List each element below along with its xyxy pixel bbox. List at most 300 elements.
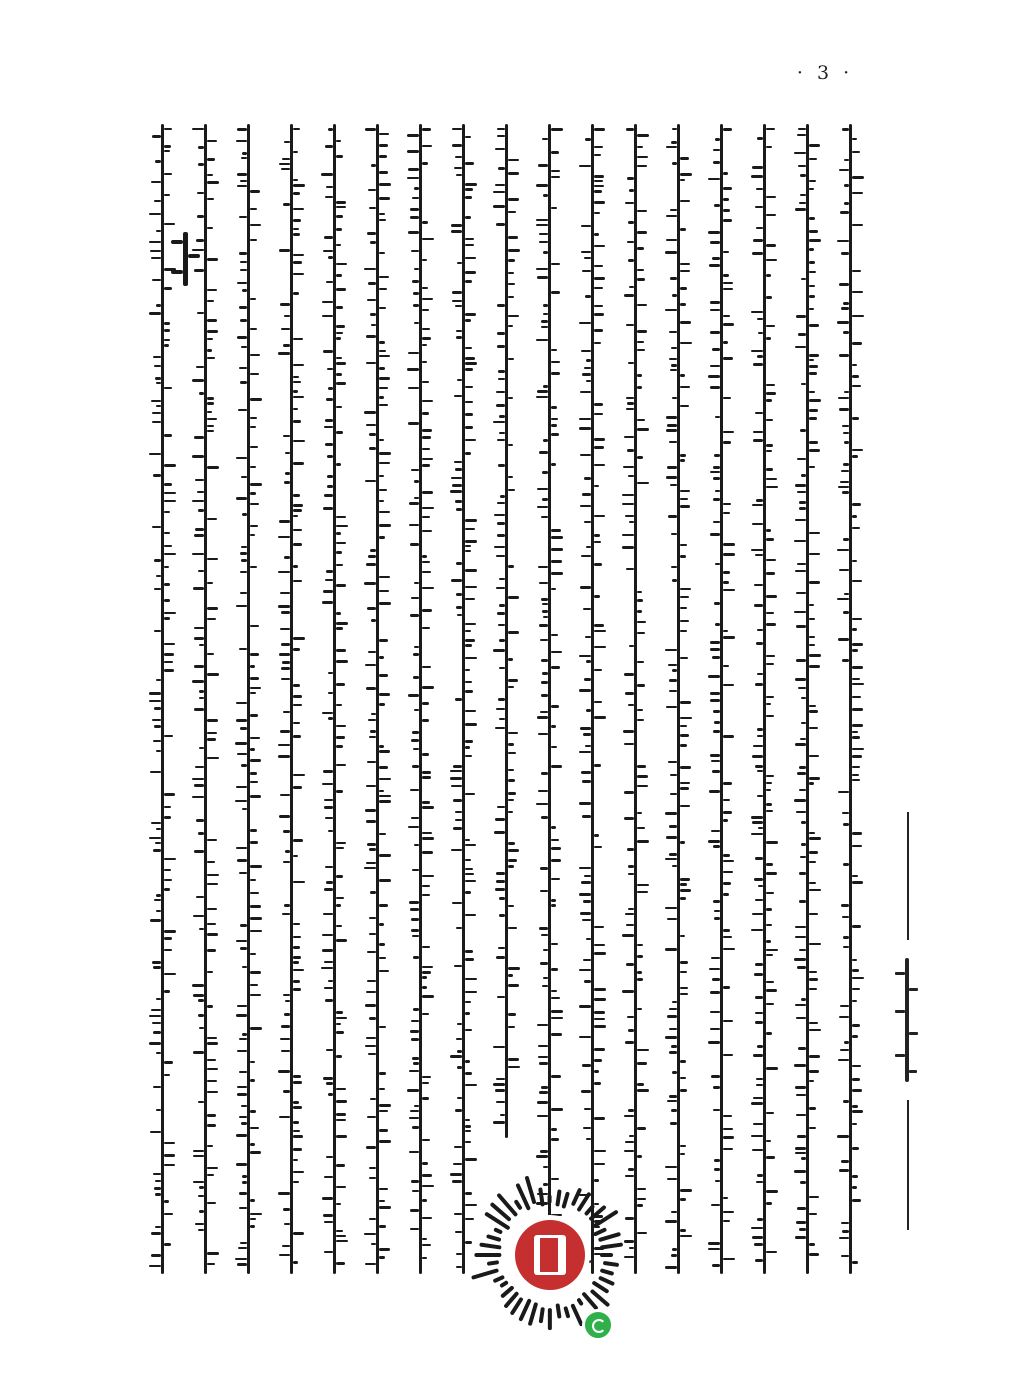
glyph-stroke (766, 384, 775, 386)
glyph-stroke (326, 1049, 333, 1051)
glyph-stroke (293, 504, 303, 507)
glyph-stroke (283, 994, 290, 996)
glyph-stroke (586, 546, 591, 548)
glyph-stroke (207, 618, 216, 620)
glyph-stroke (508, 259, 515, 262)
glyph-stroke (242, 1033, 247, 1036)
glyph-stroke (455, 468, 462, 471)
glyph-stroke (326, 398, 333, 401)
glyph-stroke (543, 385, 548, 388)
glyph-stroke (240, 269, 247, 271)
glyph-stroke (239, 367, 247, 369)
book-spine (540, 1238, 558, 1272)
glyph-stroke (809, 417, 817, 420)
glyph-stroke (680, 1235, 692, 1237)
glyph-stroke (508, 799, 514, 801)
glyph-stroke (379, 171, 388, 174)
glyph-stroke (852, 138, 857, 140)
glyph-stroke (671, 1109, 677, 1112)
glyph-stroke (723, 1220, 730, 1222)
glyph-stroke (628, 1168, 634, 1171)
glyph-stroke (422, 328, 430, 330)
glyph-stroke (198, 146, 204, 149)
glyph-stroke (809, 1022, 818, 1024)
glyph-stroke (551, 151, 559, 154)
glyph-stroke (723, 581, 729, 584)
glyph-stroke (465, 257, 476, 259)
glyph-stroke (627, 402, 634, 405)
glyph-stroke (551, 651, 562, 653)
glyph-stroke (637, 621, 646, 623)
glyph-stroke (457, 1050, 462, 1053)
header-glyph-tick (909, 1032, 918, 1035)
column-stem (591, 124, 594, 1274)
glyph-stroke (710, 365, 720, 367)
glyph-stroke (497, 135, 505, 137)
text-column (322, 118, 348, 1278)
glyph-stroke (710, 301, 720, 304)
glyph-stroke (797, 458, 806, 460)
glyph-stroke (667, 1178, 677, 1180)
glyph-stroke (666, 416, 677, 419)
glyph-stroke (198, 1195, 204, 1197)
glyph-stroke (723, 636, 735, 639)
glyph-stroke (336, 847, 344, 849)
glyph-stroke (794, 1064, 806, 1067)
glyph-stroke (809, 261, 815, 264)
glyph-stroke (809, 295, 815, 298)
glyph-stroke (723, 187, 732, 190)
glyph-stroke (192, 379, 204, 382)
glyph-stroke (495, 1089, 505, 1092)
glyph-stroke (680, 342, 692, 344)
glyph-stroke (539, 1091, 548, 1094)
glyph-stroke (495, 888, 505, 891)
glyph-stroke (497, 612, 505, 615)
glyph-stroke (454, 395, 462, 397)
glyph-stroke (465, 681, 472, 683)
glyph-stroke (852, 977, 864, 979)
glyph-stroke (852, 755, 862, 758)
glyph-stroke (551, 1128, 557, 1131)
glyph-stroke (367, 607, 376, 610)
glyph-stroke (629, 286, 634, 288)
glyph-stroke (551, 859, 561, 862)
glyph-stroke (798, 1047, 806, 1050)
glyph-stroke (626, 324, 634, 326)
glyph-stroke (149, 692, 161, 695)
glyph-stroke (367, 951, 376, 953)
glyph-stroke (150, 771, 161, 773)
glyph-stroke (637, 330, 647, 333)
glyph-stroke (325, 419, 333, 422)
glyph-stroke (844, 202, 849, 205)
glyph-stroke (586, 709, 591, 712)
glyph-stroke (150, 1131, 161, 1133)
glyph-stroke (551, 1033, 562, 1036)
glyph-stroke (766, 803, 772, 806)
glyph-stroke (336, 288, 346, 291)
glyph-stroke (366, 687, 376, 690)
glyph-stroke (852, 724, 863, 727)
glyph-stroke (839, 569, 849, 571)
glyph-stroke (236, 719, 247, 722)
glyph-stroke (326, 1082, 333, 1085)
glyph-stroke (250, 446, 258, 448)
glyph-stroke (714, 1168, 720, 1171)
glyph-stroke (407, 150, 419, 153)
glyph-stroke (541, 694, 548, 697)
glyph-stroke (369, 848, 376, 851)
qr-ring-dash (562, 1192, 571, 1210)
glyph-stroke (628, 865, 634, 868)
glyph-stroke (542, 498, 548, 501)
glyph-stroke (164, 287, 172, 290)
glyph-stroke (293, 228, 299, 230)
glyph-stroke (711, 830, 720, 832)
glyph-stroke (250, 426, 256, 428)
glyph-stroke (324, 799, 333, 801)
glyph-stroke (723, 882, 731, 885)
glyph-stroke (156, 304, 161, 307)
glyph-stroke (422, 851, 433, 854)
glyph-stroke (508, 849, 519, 852)
glyph-stroke (284, 141, 290, 143)
glyph-stroke (207, 971, 213, 973)
glyph-stroke (801, 383, 806, 385)
glyph-stroke (579, 893, 591, 896)
glyph-stroke (465, 1125, 471, 1128)
glyph-stroke (712, 978, 720, 981)
glyph-stroke (280, 592, 290, 594)
glyph-stroke (809, 391, 815, 393)
glyph-stroke (508, 296, 514, 298)
glyph-stroke (797, 1207, 806, 1210)
glyph-stroke (542, 138, 548, 140)
glyph-stroke (852, 678, 860, 680)
glyph-stroke (250, 492, 256, 495)
glyph-stroke (680, 1189, 692, 1192)
glyph-stroke (581, 881, 591, 884)
glyph-stroke (708, 231, 720, 234)
glyph-stroke (594, 716, 606, 719)
glyph-stroke (723, 553, 735, 556)
glyph-stroke (454, 1213, 462, 1215)
qr-code-stamp[interactable] (470, 1175, 630, 1335)
glyph-stroke (709, 264, 720, 267)
glyph-stroke (422, 412, 429, 415)
glyph-stroke (752, 166, 763, 169)
glyph-stroke (411, 1180, 419, 1183)
glyph-stroke (323, 1077, 333, 1080)
glyph-stroke (250, 1199, 255, 1202)
glyph-stroke (412, 197, 419, 199)
glyph-stroke (543, 194, 548, 197)
glyph-stroke (637, 684, 645, 687)
glyph-stroke (766, 789, 771, 791)
glyph-stroke (198, 509, 204, 512)
glyph-stroke (239, 306, 247, 309)
glyph-stroke (714, 1159, 720, 1162)
glyph-stroke (422, 627, 430, 629)
glyph-stroke (336, 939, 347, 942)
glyph-stroke (594, 464, 605, 466)
glyph-stroke (164, 1164, 175, 1166)
glyph-stroke (239, 216, 247, 218)
glyph-stroke (809, 1127, 816, 1129)
glyph-stroke (465, 914, 476, 916)
glyph-stroke (584, 257, 591, 259)
glyph-stroke (766, 841, 778, 844)
glyph-stroke (637, 419, 645, 421)
glyph-stroke (250, 1143, 255, 1146)
glyph-stroke (455, 500, 462, 503)
glyph-stroke (153, 1086, 161, 1088)
qr-ring-dash (538, 1187, 545, 1206)
glyph-stroke (326, 1156, 333, 1158)
glyph-stroke (422, 516, 430, 518)
glyph-stroke (154, 588, 161, 590)
glyph-stroke (710, 1028, 720, 1030)
glyph-stroke (454, 1146, 462, 1148)
glyph-stroke (164, 599, 170, 602)
glyph-stroke (723, 665, 729, 667)
glyph-stroke (586, 1138, 591, 1140)
glyph-stroke (465, 569, 477, 572)
glyph-stroke (680, 620, 689, 622)
glyph-stroke (766, 696, 774, 698)
glyph-stroke (422, 666, 431, 668)
glyph-stroke (235, 1258, 247, 1260)
glyph-stroke (809, 1080, 814, 1082)
glyph-stroke (465, 793, 475, 795)
glyph-stroke (499, 604, 505, 607)
glyph-stroke (496, 880, 505, 883)
glyph-stroke (710, 386, 720, 389)
glyph-stroke (207, 839, 217, 841)
glyph-stroke (711, 1075, 720, 1078)
glyph-stroke (551, 725, 556, 728)
glyph-stroke (751, 816, 763, 819)
glyph-stroke (536, 268, 548, 270)
glyph-stroke (322, 1197, 333, 1200)
glyph-stroke (250, 328, 257, 330)
glyph-stroke (852, 1123, 857, 1125)
glyph-stroke (766, 872, 777, 875)
glyph-stroke (766, 1202, 772, 1205)
glyph-stroke (379, 500, 384, 502)
glyph-stroke (207, 402, 214, 405)
glyph-stroke (149, 700, 161, 702)
glyph-stroke (410, 1228, 419, 1230)
glyph-stroke (465, 1158, 477, 1161)
glyph-stroke (369, 1177, 376, 1179)
glyph-stroke (192, 249, 204, 251)
glyph-stroke (293, 233, 300, 236)
glyph-stroke (164, 1154, 175, 1157)
glyph-stroke (324, 1176, 333, 1178)
glyph-stroke (755, 554, 763, 556)
glyph-stroke (713, 521, 720, 523)
glyph-stroke (766, 325, 775, 327)
glyph-stroke (242, 808, 247, 810)
glyph-stroke (801, 697, 806, 699)
glyph-stroke (278, 744, 290, 746)
glyph-stroke (508, 967, 520, 970)
glyph-stroke (336, 649, 346, 652)
glyph-stroke (164, 387, 172, 389)
glyph-stroke (325, 866, 333, 868)
glyph-stroke (852, 736, 860, 739)
glyph-stroke (667, 424, 677, 427)
glyph-stroke (281, 328, 290, 330)
glyph-stroke (666, 706, 677, 708)
glyph-stroke (422, 894, 430, 896)
glyph-stroke (508, 249, 520, 252)
glyph-stroke (840, 211, 849, 214)
glyph-stroke (493, 649, 505, 652)
glyph-stroke (837, 1135, 849, 1138)
glyph-stroke (156, 382, 161, 384)
glyph-stroke (422, 986, 427, 989)
glyph-stroke (250, 829, 257, 832)
glyph-stroke (536, 396, 548, 398)
glyph-stroke (669, 1051, 677, 1054)
glyph-stroke (713, 1109, 720, 1111)
glyph-stroke (164, 653, 174, 656)
glyph-stroke (751, 929, 763, 931)
glyph-stroke (585, 745, 591, 747)
glyph-stroke (366, 563, 376, 566)
glyph-stroke (508, 1013, 516, 1016)
glyph-stroke (594, 1082, 601, 1085)
glyph-stroke (543, 977, 548, 979)
glyph-stroke (465, 280, 472, 283)
glyph-stroke (279, 163, 290, 165)
glyph-stroke (379, 377, 390, 380)
glyph-stroke (752, 504, 763, 506)
glyph-stroke (250, 373, 259, 375)
glyph-stroke (852, 959, 857, 961)
glyph-stroke (457, 1023, 462, 1025)
glyph-stroke (379, 475, 384, 477)
glyph-stroke (336, 1023, 341, 1025)
glyph-stroke (837, 598, 849, 600)
glyph-stroke (766, 572, 775, 575)
glyph-stroke (758, 332, 763, 334)
glyph-stroke (637, 944, 643, 946)
glyph-stroke (539, 241, 548, 243)
glyph-stroke (723, 684, 734, 686)
glyph-stroke (493, 421, 505, 423)
glyph-stroke (809, 1107, 816, 1110)
glyph-stroke (149, 1265, 161, 1267)
glyph-stroke (422, 491, 433, 494)
glyph-stroke (207, 1202, 216, 1204)
glyph-stroke (637, 482, 649, 484)
glyph-stroke (326, 881, 333, 884)
glyph-stroke (293, 292, 299, 295)
glyph-stroke (193, 1150, 204, 1152)
glyph-stroke (766, 399, 772, 402)
glyph-stroke (422, 298, 433, 300)
glyph-stroke (164, 973, 176, 975)
glyph-stroke (585, 636, 591, 638)
glyph-stroke (407, 368, 419, 371)
glyph-stroke (279, 1116, 290, 1118)
glyph-stroke (368, 555, 376, 558)
glyph-stroke (680, 303, 686, 306)
glyph-stroke (723, 397, 731, 399)
glyph-stroke (164, 858, 176, 860)
glyph-stroke (680, 173, 692, 176)
glyph-stroke (508, 565, 514, 568)
glyph-stroke (839, 1237, 849, 1239)
glyph-stroke (582, 919, 591, 921)
glyph-stroke (409, 502, 419, 505)
glyph-stroke (237, 1086, 247, 1088)
glyph-stroke (852, 1078, 860, 1081)
glyph-stroke (852, 291, 863, 293)
glyph-stroke (336, 1240, 348, 1242)
glyph-stroke (414, 187, 419, 190)
glyph-stroke (844, 593, 849, 595)
qr-ring-dash (598, 1232, 621, 1242)
glyph-stroke (379, 1188, 388, 1190)
glyph-stroke (799, 202, 806, 204)
glyph-stroke (336, 332, 343, 334)
glyph-stroke (754, 584, 763, 586)
glyph-stroke (414, 322, 419, 324)
glyph-stroke (579, 802, 591, 805)
glyph-stroke (796, 592, 806, 594)
glyph-stroke (293, 390, 298, 393)
glyph-stroke (637, 785, 648, 787)
glyph-stroke (714, 454, 720, 457)
glyph-stroke (583, 608, 591, 610)
glyph-stroke (413, 676, 419, 679)
glyph-stroke (809, 777, 820, 780)
glyph-stroke (250, 665, 255, 668)
glyph-stroke (637, 812, 642, 814)
glyph-stroke (809, 837, 821, 840)
glyph-stroke (164, 612, 176, 614)
glyph-stroke (809, 188, 814, 190)
glyph-stroke (626, 568, 634, 570)
glyph-stroke (629, 521, 634, 523)
glyph-stroke (708, 840, 720, 843)
glyph-stroke (164, 869, 171, 871)
glyph-stroke (413, 748, 419, 750)
glyph-stroke (766, 782, 772, 784)
glyph-stroke (336, 1031, 344, 1034)
glyph-stroke (551, 463, 556, 466)
glyph-stroke (627, 449, 634, 452)
glyph-stroke (713, 149, 720, 151)
glyph-stroke (536, 339, 548, 341)
glyph-stroke (766, 244, 776, 247)
glyph-stroke (713, 710, 720, 713)
glyph-stroke (240, 727, 247, 730)
glyph-stroke (669, 679, 677, 682)
glyph-stroke (680, 1060, 686, 1063)
glyph-stroke (539, 451, 548, 454)
glyph-stroke (237, 859, 247, 862)
glyph-stroke (293, 1135, 303, 1138)
glyph-stroke (456, 1266, 462, 1268)
glyph-stroke (323, 507, 333, 510)
glyph-stroke (379, 854, 391, 857)
